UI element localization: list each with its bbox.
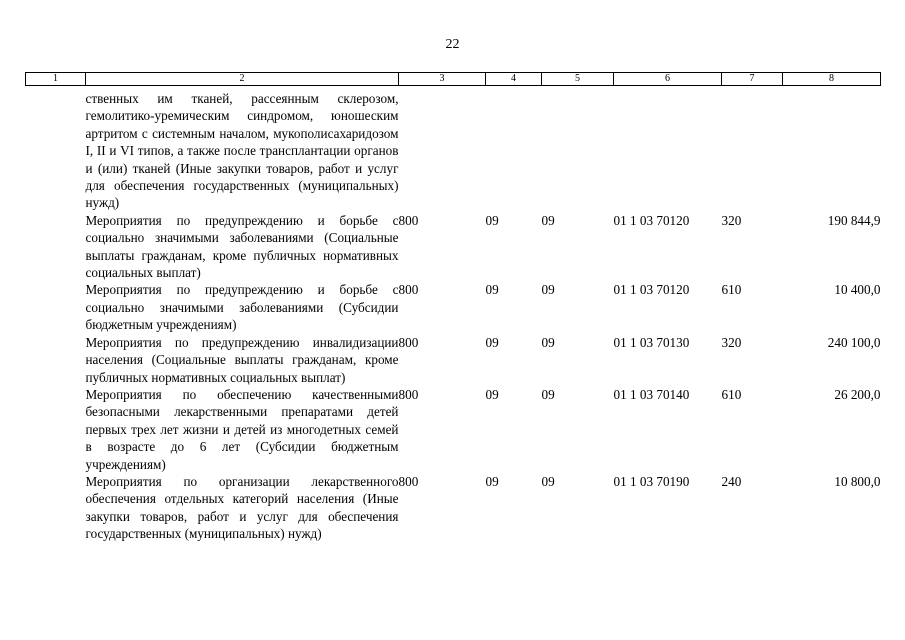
description-cell: Мероприятия по предупреждению и борьбе с социально значимыми заболеваниями (Субсидии бюджетным учреждениям) (85, 282, 399, 333)
col8-cell: 190 844,9 (827, 212, 881, 228)
table-row (26, 334, 881, 386)
col3-cell: 800 (398, 386, 419, 402)
col4-cell: 09 (485, 386, 499, 402)
header-col-6: 6 (614, 73, 722, 86)
col8-cell: 240 100,0 (827, 334, 881, 350)
col7-cell (722, 86, 783, 212)
col5-cell: 09 (541, 212, 555, 228)
col3-cell: 800 (398, 473, 419, 489)
col5-cell (542, 86, 614, 212)
col3-cell: 800 (398, 212, 419, 228)
col7-cell: 610 (721, 282, 742, 298)
col5-cell: 09 (541, 473, 555, 489)
description-cell: ственных им тканей, рассеянным склерозом, гемолитико-уремическим синдромом, юношеским артритом с системным началом, мукополисахаридозом I, II и VI типов, а также после трансплантации органов и (или) тканей (Иные закупки товаров, работ и услуг для обеспечения государственных (муниципальных) нужд) (85, 91, 399, 211)
col4-cell (486, 86, 542, 212)
col5-cell: 09 (541, 386, 555, 402)
col8-cell: 26 200,0 (834, 386, 881, 402)
header-col-3: 3 (399, 73, 486, 86)
col8-cell: 10 400,0 (834, 282, 881, 298)
table-body (26, 86, 881, 543)
col7-cell: 320 (721, 212, 742, 228)
table-row (26, 86, 881, 212)
col6-cell: 01 1 03 70120 (613, 282, 690, 298)
col4-cell: 09 (485, 212, 499, 228)
col8-cell (783, 86, 881, 212)
col8-cell: 10 800,0 (834, 473, 881, 489)
col7-cell: 320 (721, 334, 742, 350)
table-row (26, 473, 881, 543)
header-row (26, 73, 881, 86)
header-col-2: 2 (86, 73, 399, 86)
table-header (26, 73, 881, 86)
header-col-8: 8 (783, 73, 881, 86)
description-cell: Мероприятия по организации лекарственного обеспечения отдельных категорий населения (Иные закупки товаров, работ и услуг для обеспечения государственных (муниципальных) нужд) (85, 473, 399, 542)
col5-cell: 09 (541, 334, 555, 350)
col5-cell: 09 (541, 282, 555, 298)
col6-cell (614, 86, 722, 212)
description-cell: Мероприятия по обеспечению качественными безопасными лекарственными препаратами детей первых трех лет жизни и детей из многодетных семей в возрасте до 6 лет (Субсидии бюджетным учреждениям) (85, 386, 399, 472)
col1-cell (26, 386, 86, 473)
col4-cell: 09 (485, 473, 499, 489)
col7-cell: 610 (721, 386, 742, 402)
col1-cell (26, 86, 86, 212)
header-col-5: 5 (542, 73, 614, 86)
col1-cell (26, 212, 86, 282)
col6-cell: 01 1 03 70140 (613, 386, 690, 402)
col1-cell (26, 281, 86, 333)
header-col-4: 4 (486, 73, 542, 86)
header-col-1: 1 (26, 73, 86, 86)
col6-cell: 01 1 03 70120 (613, 212, 690, 228)
header-col-7: 7 (722, 73, 783, 86)
col1-cell (26, 473, 86, 543)
col3-cell (399, 86, 486, 212)
table-row (26, 386, 881, 473)
table-row (26, 281, 881, 333)
col4-cell: 09 (485, 334, 499, 350)
col3-cell: 800 (398, 334, 419, 350)
budget-table (25, 72, 881, 543)
col6-cell: 01 1 03 70130 (613, 334, 690, 350)
col1-cell (26, 334, 86, 386)
description-cell: Мероприятия по предупреждению инвалидизации населения (Социальные выплаты гражданам, кроме публичных нормативных социальных выплат) (85, 334, 399, 385)
col7-cell: 240 (721, 473, 742, 489)
page-number: 22 (445, 37, 460, 52)
description-cell: Мероприятия по предупреждению и борьбе с социально значимыми заболеваниями (Социальные выплаты гражданам, кроме публичных нормативных социальных выплат) (85, 212, 399, 281)
col3-cell: 800 (398, 282, 419, 298)
col4-cell: 09 (485, 282, 499, 298)
table-row (26, 212, 881, 282)
col6-cell: 01 1 03 70190 (613, 473, 690, 489)
